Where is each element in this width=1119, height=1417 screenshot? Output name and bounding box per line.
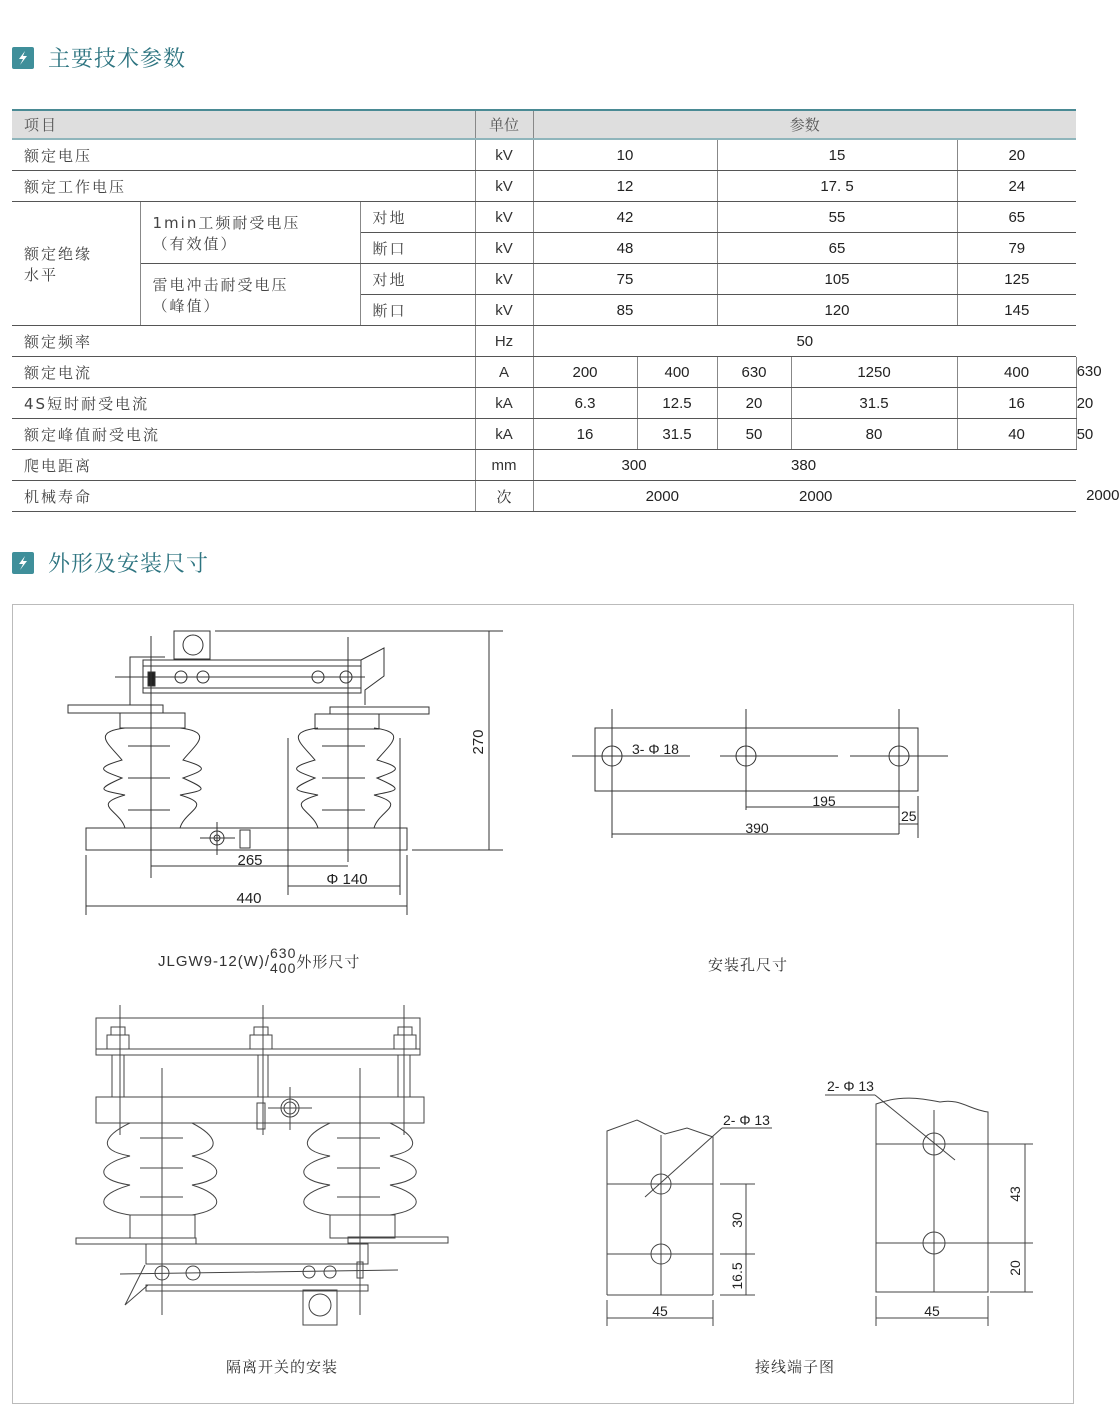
caption-numerator: 630: [270, 945, 297, 961]
row-unit: kA: [475, 388, 533, 419]
installation-drawing: [76, 1005, 448, 1325]
row-unit: kV: [475, 171, 533, 202]
terminal-right-holes: 2- Φ 13: [827, 1078, 874, 1094]
cell: 55: [717, 202, 957, 233]
cell: 80: [791, 419, 957, 450]
cell: 16: [533, 419, 637, 450]
row-unit: kA: [475, 419, 533, 450]
table-row: 额定电流 A 200 400 630 1250 400 630: [12, 357, 1076, 388]
terminal-right-width: 45: [924, 1303, 940, 1319]
header-item: 项目: [12, 110, 475, 139]
cell: 42: [533, 202, 717, 233]
cell: 120: [717, 295, 957, 326]
caption-denominator: 400: [270, 960, 297, 976]
cell: 85: [533, 295, 717, 326]
cell: 630: [717, 357, 791, 388]
cell: 12.5: [637, 388, 717, 419]
dim-spacing: 265: [237, 852, 263, 869]
terminal-drawing-right: [825, 1095, 1033, 1326]
terminal-left-width: 45: [652, 1303, 668, 1319]
section-title: 外形及安装尺寸: [48, 552, 210, 577]
row-label: 额定电压: [12, 139, 475, 171]
cell: 50: [717, 419, 791, 450]
cell: 16: [957, 388, 1076, 419]
cell: 17. 5: [717, 171, 957, 202]
row-unit: kV: [475, 202, 533, 233]
terminal-right-edge: 20: [1007, 1260, 1023, 1276]
cell: 6.3: [533, 388, 637, 419]
row-unit: kV: [475, 264, 533, 295]
dim-edge: 25: [901, 808, 917, 824]
mounting-holes-drawing: [572, 709, 948, 838]
terminal-left-edge: 16.5: [729, 1262, 745, 1290]
cell: 200: [533, 357, 637, 388]
row-label: 额定电流: [12, 357, 475, 388]
power-freq-line2: （有效值）: [152, 234, 238, 253]
table-row: 机械寿命 次 2000 2000 2000: [12, 481, 1076, 512]
row-unit: mm: [475, 450, 533, 481]
cell: 400: [637, 357, 717, 388]
row-unit: 次: [475, 481, 533, 512]
cell: 20: [717, 388, 791, 419]
sub-label: 断口: [360, 295, 475, 326]
insulation-label-line1: 额定绝缘: [24, 244, 93, 263]
dim-diameter: Φ 140: [326, 871, 368, 888]
cell: 125: [957, 264, 1076, 295]
terminal-left-spacing: 30: [729, 1212, 745, 1228]
row-label: 爬电距离: [12, 450, 475, 481]
terminal-caption: 接线端子图: [755, 1358, 836, 1376]
cell: 50: [533, 326, 1076, 357]
row-label: 额定频率: [12, 326, 475, 357]
row-label: 4S短时耐受电流: [12, 388, 475, 419]
cell: 40: [957, 419, 1076, 450]
cell: 20: [957, 139, 1076, 171]
lightning-line1: 雷电冲击耐受电压: [152, 275, 289, 294]
section-title: 主要技术参数: [48, 47, 187, 72]
mounting-holes-caption: 安装孔尺寸: [708, 956, 789, 974]
dim-half: 195: [812, 793, 836, 809]
sub-label: 对地: [360, 202, 475, 233]
insulation-label-line2: 水平: [24, 265, 59, 284]
cell: 24: [957, 171, 1076, 202]
installation-caption: 隔离开关的安装: [226, 1358, 339, 1376]
cell: 65: [957, 202, 1076, 233]
terminal-left-holes: 2- Φ 13: [723, 1112, 770, 1128]
cell: 48: [533, 233, 717, 264]
caption-model: JLGW9-12(W)/: [158, 952, 271, 970]
header-params: 参数: [533, 110, 1076, 139]
row-unit: A: [475, 357, 533, 388]
table-row: 4S短时耐受电流 kA 6.3 12.5 20 31.5 16 20: [12, 388, 1076, 419]
cell: 300: [533, 450, 791, 481]
cell: 15: [717, 139, 957, 171]
terminal-right-spacing: 43: [1007, 1186, 1023, 1202]
outline-caption: [158, 946, 360, 976]
cell: 31.5: [791, 388, 957, 419]
row-label: 额定工作电压: [12, 171, 475, 202]
cell: 105: [717, 264, 957, 295]
row-label: 额定峰值耐受电流: [12, 419, 475, 450]
caption-suffix: 外形尺寸: [296, 952, 361, 971]
cell: 75: [533, 264, 717, 295]
table-row: 额定峰值耐受电流 kA 16 31.5 50 80 40 50: [12, 419, 1076, 450]
row-unit: Hz: [475, 326, 533, 357]
row-unit: kV: [475, 233, 533, 264]
cell: 65: [717, 233, 957, 264]
lightning-line2: （峰值）: [152, 296, 221, 315]
sub-label: 断口: [360, 233, 475, 264]
cell: 10: [533, 139, 717, 171]
dim-width: 440: [236, 890, 262, 907]
cell: 145: [957, 295, 1076, 326]
terminal-drawing-left: [607, 1120, 772, 1326]
cell: 12: [533, 171, 717, 202]
row-unit: kV: [475, 139, 533, 171]
cell: 31.5: [637, 419, 717, 450]
caption-fraction: [270, 946, 296, 976]
cell: 2000: [533, 481, 791, 512]
cell: 1250: [791, 357, 957, 388]
cell: 380: [791, 450, 1076, 481]
sub-label: 对地: [360, 264, 475, 295]
cell: 79: [957, 233, 1076, 264]
dim-holes: 3- Φ 18: [632, 741, 679, 757]
power-freq-line1: 1min工频耐受电压: [152, 213, 301, 232]
cell: 2000: [791, 481, 1076, 512]
cell: 400: [957, 357, 1076, 388]
header-unit: 单位: [475, 110, 533, 139]
row-unit: kV: [475, 295, 533, 326]
row-label: 机械寿命: [12, 481, 475, 512]
dim-total: 390: [745, 820, 769, 836]
dim-height: 270: [470, 729, 487, 755]
